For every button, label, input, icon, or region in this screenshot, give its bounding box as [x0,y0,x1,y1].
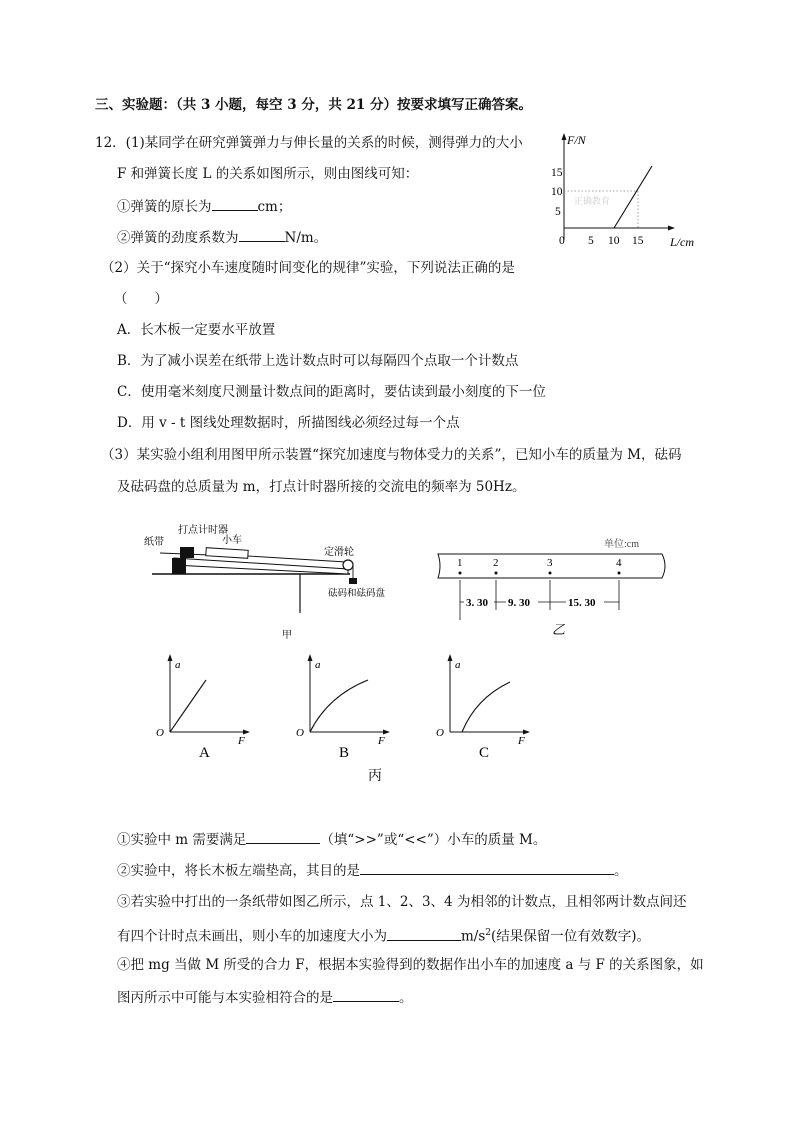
graph-a-origin: O [156,727,164,739]
sub-question-3-line2 [117,924,650,946]
item2-unit: N/m。 [284,230,328,246]
label-weights: 砝码和砝码盘 [328,589,386,599]
graph-a-x-arrow [243,730,250,735]
graph-force-length [542,128,702,250]
s1-suffix: （填“>>”或“<<”）小车的质量 M。 [320,832,547,848]
x-tick-5: 5 [588,235,594,247]
graph-b [296,654,390,761]
graph-c-x-label: F [518,735,525,747]
graph-c-curve [462,682,510,732]
item2-prefix: ②弹簧的劲度系数为 [117,230,239,246]
graph-c-x-arrow [523,730,530,735]
tape-point-1-label: 1 [457,557,463,569]
option-c[interactable]: C．使用毫米刻度尺测量计数点间的距离时，要估读到最小刻度的下一位 [117,384,546,400]
s4-prefix: 图丙所示中可能与本实验相符合的是 [117,990,333,1006]
q12-part3-line2: 及砝码盘的总质量为 m，打点计时器所接的交流电的频率为 50Hz。 [117,479,526,495]
force-length-line [614,166,652,228]
option-b[interactable]: B．为了减小误差在纸带上选计数点时可以每隔四个点取一个计数点 [117,353,519,369]
blank-mass-condition[interactable] [246,830,320,844]
y-axis-arrow [562,133,567,140]
y-axis-label: F/N [567,133,586,147]
q12-part1-item2 [117,228,327,247]
graph-a-curve [170,680,206,732]
distance-2: 9. 30 [508,597,530,609]
graph-a-x-label: F [238,735,245,747]
caption-jia: 甲 [282,630,292,641]
section-heading: 三、实验题：（共 3 小题，每空 3 分，共 21 分）按要求填写正确答案。 [95,97,533,113]
label-pulley: 定滑轮 [324,547,354,558]
figure-bing-graphs [150,652,540,787]
s2-prefix: ②实验中，将长木板左端垫高，其目的是 [117,863,360,879]
item1-prefix: ①弹簧的原长为 [117,199,212,215]
s3-prefix: 有四个计时点未画出，则小车的加速度大小为 [117,928,387,945]
graph-b-origin: O [296,727,304,739]
graph-b-curve [310,680,368,732]
s3-suffix: (结果保留一位有效数字)。 [491,928,651,945]
y-tick-15: 15 [551,167,563,179]
pulley-icon [343,560,353,570]
tape-point-3 [549,572,552,575]
incline-block [172,558,186,574]
x-axis-label: L/cm [670,235,694,249]
option-a[interactable]: A．长木板一定要水平放置 [117,322,276,338]
graph-a-y-arrow [168,654,173,661]
graph-a-y-label: a [175,659,181,671]
label-cart: 小车 [222,535,242,546]
graph-c-origin: O [436,727,444,739]
cart [206,548,248,559]
figure-jia-apparatus [140,518,400,643]
distance-3: 15. 30 [568,597,596,609]
item1-unit: cm； [257,199,292,215]
tape-point-1 [459,572,462,575]
label-tape: 纸带 [144,537,164,548]
graph-c [436,654,530,761]
sub-question-4-line2 [117,988,413,1007]
graph-b-x-arrow [383,730,390,735]
q12-part1-item1 [117,197,291,216]
graph-c-label: C [479,745,490,761]
x-tick-10: 10 [608,235,620,247]
tape-point-2 [495,572,498,575]
tape-point-4 [618,572,621,575]
s3-unit: m/s [461,928,486,945]
blank-spring-constant[interactable] [239,228,285,242]
graph-b-y-arrow [308,654,313,661]
graph-c-y-label: a [455,659,461,671]
tape-point-3-label: 3 [547,557,553,569]
caption-yi: 乙 [552,622,566,637]
graph-a [156,654,250,761]
distance-1: 3. 30 [466,597,488,609]
s2-suffix: 。 [614,863,628,879]
blank-spring-length[interactable] [212,197,258,211]
q12-part3-line1: （3）某实验小组利用图甲所示装置“探究加速度与物体受力的关系”，已知小车的质量为 M，砝码 [101,447,682,463]
figure-yi-tape [432,536,682,638]
graph-c-y-arrow [448,654,453,661]
weights-icon [349,578,357,584]
q12-part1-line1: 12．(1)某同学在研究弹簧弹力与伸长量的关系的时候，测得弹力的大小 [95,135,523,151]
sub-question-2 [117,861,628,880]
sub-question-1 [117,830,546,849]
graph-b-y-label: a [315,659,321,671]
q12-part2-paren: （ ） [114,291,168,307]
tape-point-4-label: 4 [616,557,622,569]
option-d[interactable]: D．用 v - t 图线处理数据时，所描图线必须经过每一个点 [117,415,460,431]
x-tick-0: 0 [559,235,565,247]
x-tick-15: 15 [632,235,644,247]
tape-point-2-label: 2 [493,557,499,569]
y-tick-5: 5 [555,206,561,218]
label-timer: 打点计时器 [178,525,228,536]
q12-part1-line2: F 和弹簧长度 L 的关系如图所示，则由图线可知： [117,166,419,182]
s3-unit-sup: 2 [485,928,492,938]
graph-b-label: B [339,745,350,761]
sub-question-4-line1: ④把 mg 当做 M 所受的合力 F，根据本实验得到的数据作出小车的加速度 a 与 F 的关系图象，如 [117,957,704,973]
watermark-text: 正确教育 [574,196,611,206]
tape-unit: 单位:cm [604,539,639,550]
q12-part2-line1: （2）关于“探究小车速度随时间变化的规律”实验，下列说法正确的是 [101,260,515,276]
caption-bing: 丙 [368,769,382,784]
blank-purpose[interactable] [360,861,614,875]
timer-icon [180,547,194,558]
graph-b-x-label: F [378,735,385,747]
blank-graph-choice[interactable] [333,988,399,1002]
blank-acceleration[interactable] [387,927,461,941]
x-axis-arrow [668,226,675,231]
graph-a-label: A [199,745,210,761]
s4-suffix: 。 [399,990,413,1006]
s1-prefix: ①实验中 m 需要满足 [117,832,247,848]
sub-question-3-line1: ③若实验中打出的一条纸带如图乙所示，点 1、2、3、4 为相邻的计数点，且相邻两计数点间还 [117,894,687,910]
y-tick-10: 10 [551,186,563,198]
